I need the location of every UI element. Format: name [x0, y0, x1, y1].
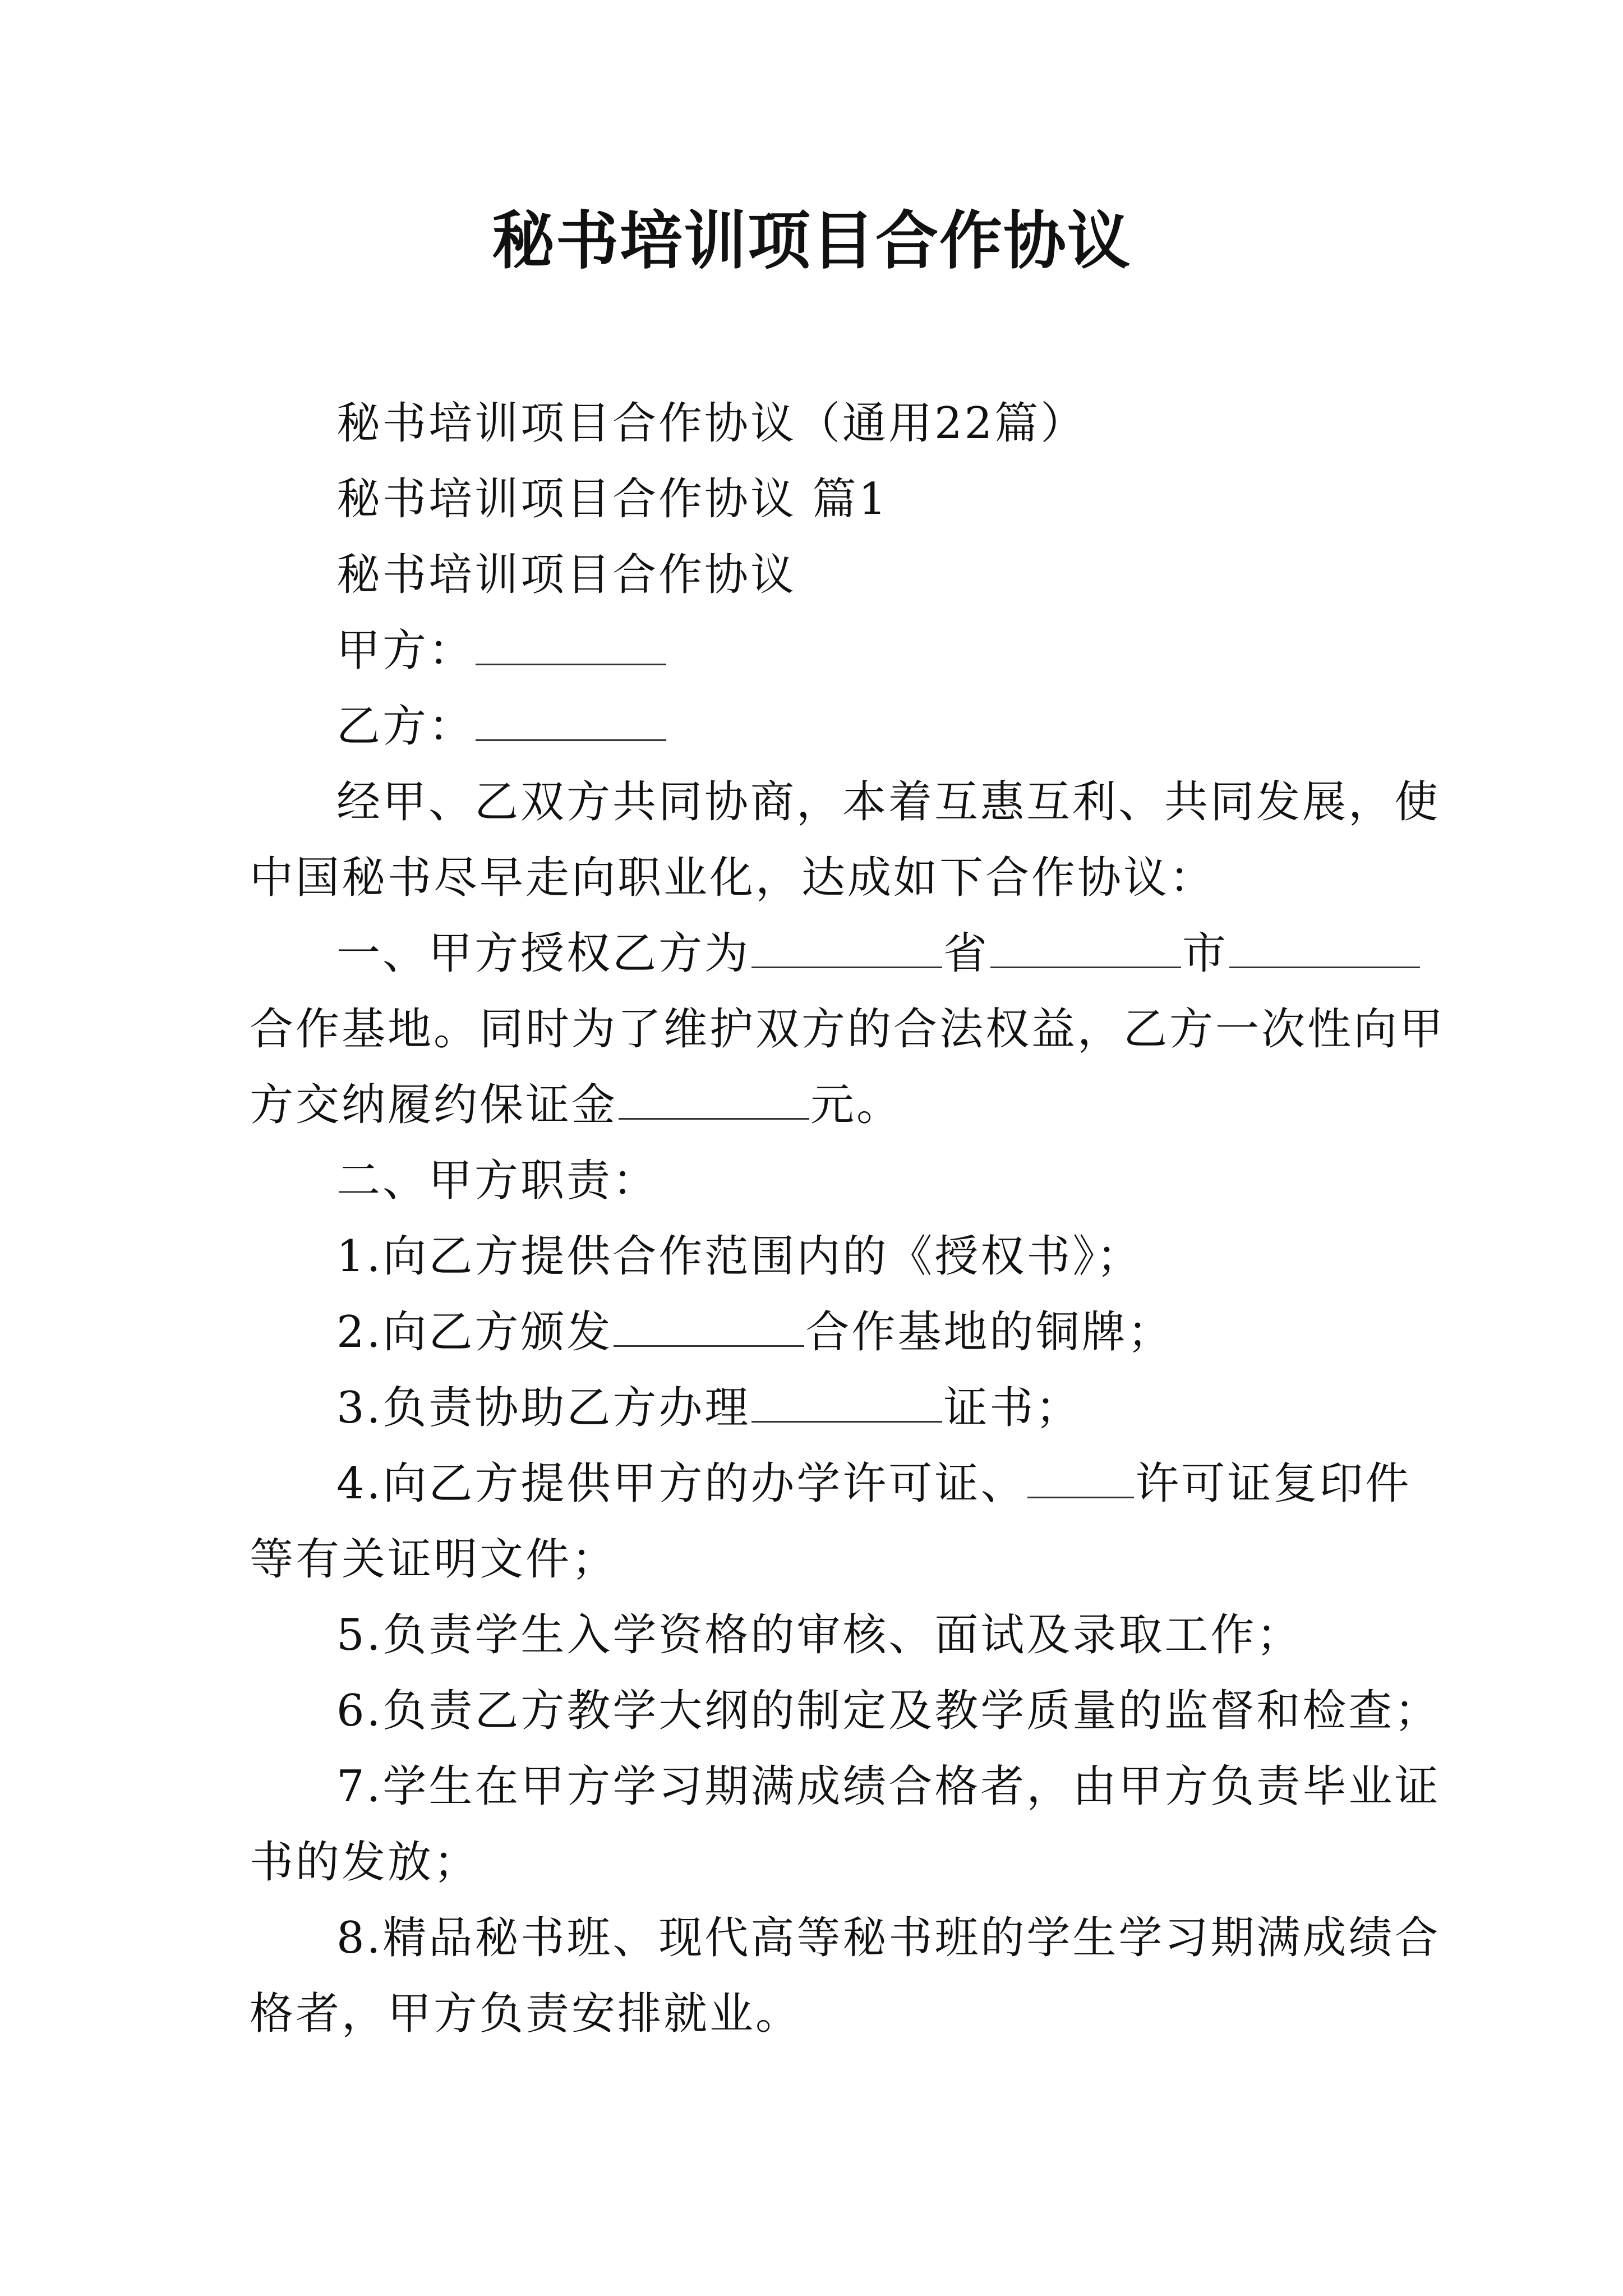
list-item	[0, 1756, 1623, 1818]
list-item-continuation	[0, 1983, 1623, 2045]
text: 秘书培训项目合作协议	[336, 550, 797, 600]
text: 6.负责乙方教学大纲的制定及教学质量的监督和检查；	[336, 1686, 1441, 1736]
text: 合作基地的铜牌；	[805, 1307, 1174, 1358]
text: 5.负责学生入学资格的审核、面试及录取工作；	[336, 1610, 1303, 1660]
text: 3.负责协助乙方办理	[336, 1383, 751, 1433]
paragraph-line	[0, 999, 1623, 1060]
text: 秘书培训项目合作协议 篇1	[336, 474, 889, 524]
paragraph-line	[0, 544, 1623, 606]
text: 乙方：	[336, 701, 475, 752]
party-b-line	[0, 696, 1623, 757]
paragraph-line	[0, 923, 1623, 984]
text: 甲方：	[336, 625, 475, 676]
text: 4.向乙方提供甲方的办学许可证、	[336, 1458, 1027, 1509]
text: 8.精品秘书班、现代高等秘书班的学生学习期满成绩合	[336, 1913, 1441, 1963]
text: 市	[1182, 928, 1229, 979]
list-item	[0, 1680, 1623, 1742]
list-item	[0, 1604, 1623, 1666]
fill-in-blank	[1027, 1461, 1134, 1498]
text: 许可证复印件	[1135, 1458, 1412, 1509]
text: 中国秘书尽早走向职业化，达成如下合作协议：	[250, 853, 1216, 903]
fill-in-blank	[751, 1385, 942, 1423]
list-item	[0, 1226, 1623, 1287]
list-item	[0, 1453, 1623, 1515]
section-heading	[0, 1150, 1623, 1212]
paragraph-line	[0, 1074, 1623, 1136]
fill-in-blank	[476, 628, 666, 665]
fill-in-blank	[614, 1309, 804, 1347]
text: 证书；	[943, 1383, 1082, 1433]
text: 一、甲方授权乙方为	[336, 928, 751, 979]
text: 7.学生在甲方学习期满成绩合格者，由甲方负责毕业证	[336, 1761, 1441, 1812]
fill-in-blank	[751, 931, 942, 968]
text: 等有关证明文件；	[250, 1534, 618, 1585]
list-item-continuation	[0, 1832, 1623, 1893]
list-item	[0, 1301, 1623, 1363]
fill-in-blank	[476, 703, 666, 741]
text: 2.向乙方颁发	[336, 1307, 613, 1358]
fill-in-blank	[990, 931, 1181, 968]
paragraph-line	[0, 771, 1623, 833]
paragraph-line	[0, 847, 1623, 909]
fill-in-blank	[1229, 931, 1420, 968]
text: 经甲、乙双方共同协商，本着互惠互利、共同发展，使	[336, 777, 1441, 827]
text: 1.向乙方提供合作范围内的《授权书》；	[336, 1231, 1143, 1282]
list-item	[0, 1907, 1623, 1969]
text: 合作基地。同时为了维护双方的合法权益，乙方一次性向甲	[250, 1004, 1446, 1055]
text: 元。	[810, 1080, 903, 1130]
text: 方交纳履约保证金	[250, 1080, 618, 1130]
paragraph-line	[0, 468, 1623, 530]
document-title: 秘书培训项目合作协议	[492, 204, 1131, 278]
list-item	[0, 1377, 1623, 1439]
fill-in-blank	[619, 1082, 809, 1120]
text: 二、甲方职责：	[336, 1156, 659, 1206]
text: 书的发放；	[250, 1837, 480, 1888]
party-a-line	[0, 620, 1623, 682]
text: 秘书培训项目合作协议（通用22篇）	[336, 398, 1087, 449]
text: 格者，甲方负责安排就业。	[250, 1989, 802, 2039]
text: 省	[943, 928, 990, 979]
list-item-continuation	[0, 1529, 1623, 1590]
paragraph-line	[0, 393, 1623, 454]
